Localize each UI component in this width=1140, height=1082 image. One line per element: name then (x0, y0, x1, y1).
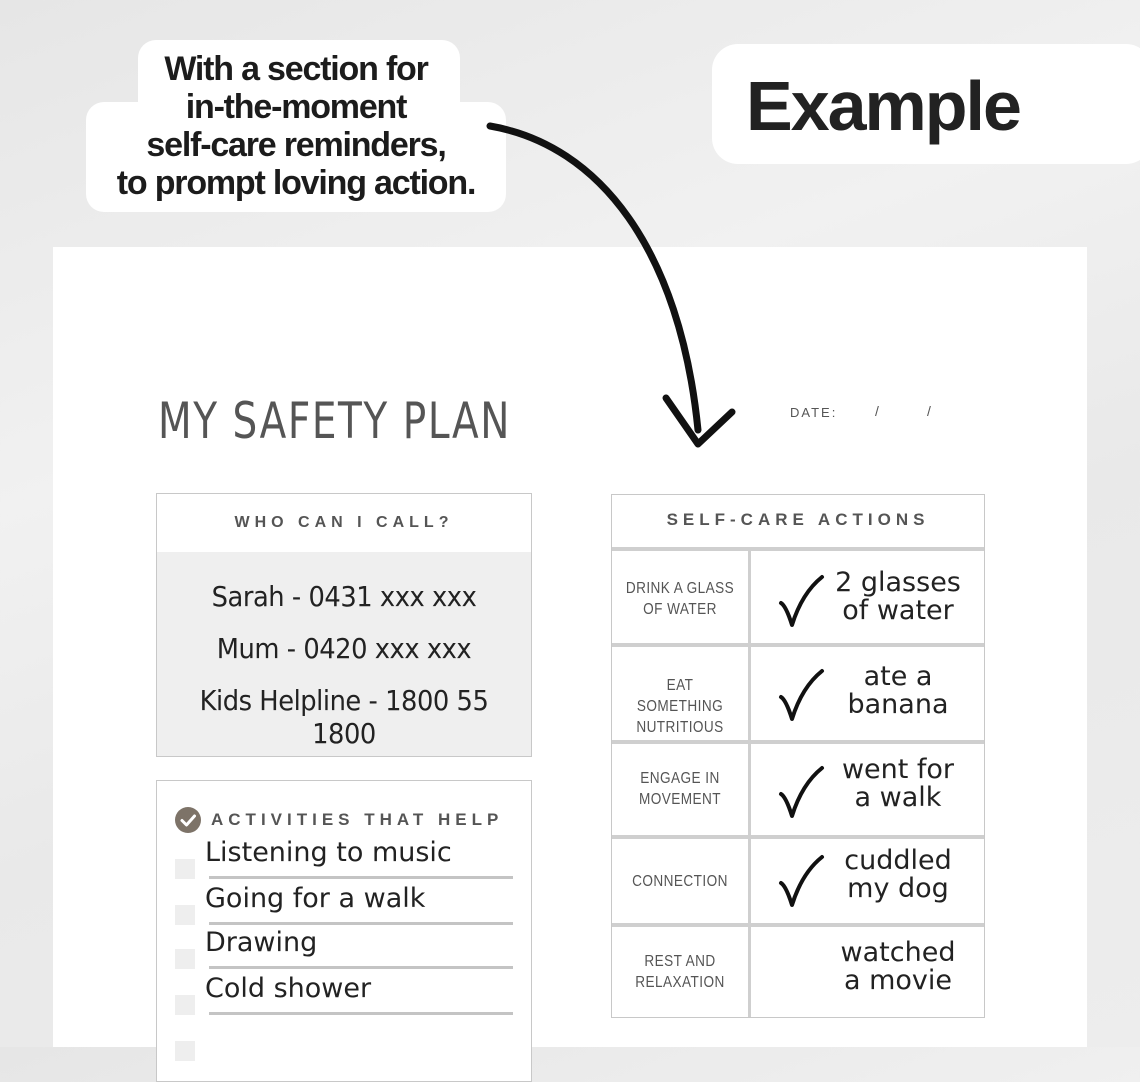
self-care-row (612, 927, 984, 1017)
callout-line-3: self-care reminders, (146, 126, 446, 164)
self-care-row (612, 839, 984, 923)
activity-text: Drawing (205, 927, 318, 958)
self-care-note (812, 756, 984, 812)
callout-line-2: in-the-moment (185, 88, 407, 126)
note-line: went for (841, 754, 955, 785)
note-line: 2 glasses (835, 567, 961, 598)
self-care-note (812, 569, 984, 625)
self-care-row (612, 551, 984, 643)
self-care-label (622, 578, 738, 620)
contact-list (157, 552, 531, 756)
date-separator-1: / (875, 403, 879, 419)
note-line: ate a (863, 661, 933, 692)
self-care-actions-table (611, 494, 985, 1018)
self-care-note (812, 847, 984, 903)
activity-checkbox[interactable] (175, 905, 195, 925)
activity-checkbox[interactable] (175, 859, 195, 879)
who-can-i-call-panel (156, 493, 532, 757)
activities-heading: ACTIVITIES THAT HELP (211, 810, 504, 829)
example-label: Example (746, 67, 1020, 145)
activity-underline (209, 966, 513, 969)
self-care-label (622, 871, 738, 892)
label-line: ENGAGE IN (640, 770, 720, 787)
label-line: DRINK A GLASS (625, 580, 735, 597)
self-care-row (612, 647, 984, 740)
check-circle-icon (175, 807, 201, 833)
activity-item (157, 1019, 531, 1065)
note-line: watched (840, 937, 956, 968)
date-separator-2: / (927, 403, 931, 419)
activity-text: Cold shower (205, 973, 372, 1004)
contact-entry: Kids Helpline - 1800 55 1800 (199, 684, 489, 750)
label-line: REST AND (644, 953, 716, 970)
sheet-title: MY SAFETY PLAN (158, 392, 511, 450)
note-line: cuddled (844, 845, 952, 876)
activity-text: Going for a walk (205, 883, 426, 914)
label-line: NUTRITIOUS (636, 719, 724, 736)
activity-underline (209, 876, 513, 879)
label-line: RELAXATION (635, 974, 725, 991)
activity-checkbox[interactable] (175, 995, 195, 1015)
date-label: DATE: (790, 405, 838, 420)
note-line: of water (842, 595, 954, 626)
callout-line-4: to prompt loving action. (116, 164, 476, 202)
label-line: OF WATER (643, 601, 717, 618)
label-line: MOVEMENT (639, 791, 721, 808)
activity-checkbox[interactable] (175, 949, 195, 969)
activity-underline (209, 922, 513, 925)
contact-entry: Sarah - 0431 xxx xxx (211, 580, 477, 613)
call-panel-heading: WHO CAN I CALL? (234, 514, 454, 531)
self-care-label (622, 768, 738, 810)
label-line: EAT SOMETHING (636, 677, 724, 715)
callout-line-1: With a section for (164, 50, 428, 88)
curved-arrow-icon (480, 110, 750, 460)
self-care-note (812, 939, 984, 995)
callout-bubble (86, 40, 506, 212)
note-line: a walk (854, 782, 942, 813)
activities-panel (156, 780, 532, 1082)
activity-item (157, 883, 531, 929)
note-line: a movie (843, 965, 953, 996)
label-line: CONNECTION (632, 873, 728, 890)
example-badge (712, 44, 1140, 164)
activity-item (157, 927, 531, 973)
note-line: banana (847, 689, 949, 720)
self-care-label (622, 675, 738, 738)
self-care-heading: SELF-CARE ACTIONS (666, 510, 930, 529)
contact-entry: Mum - 0420 xxx xxx (216, 632, 472, 665)
self-care-label (622, 951, 738, 993)
self-care-row (612, 744, 984, 835)
note-line: my dog (847, 873, 949, 904)
activity-text: Listening to music (205, 837, 452, 868)
activity-underline (209, 1012, 513, 1015)
self-care-note (812, 663, 984, 719)
activity-item (157, 837, 531, 883)
callout-text (86, 50, 506, 202)
activity-item (157, 973, 531, 1019)
activity-checkbox[interactable] (175, 1041, 195, 1061)
